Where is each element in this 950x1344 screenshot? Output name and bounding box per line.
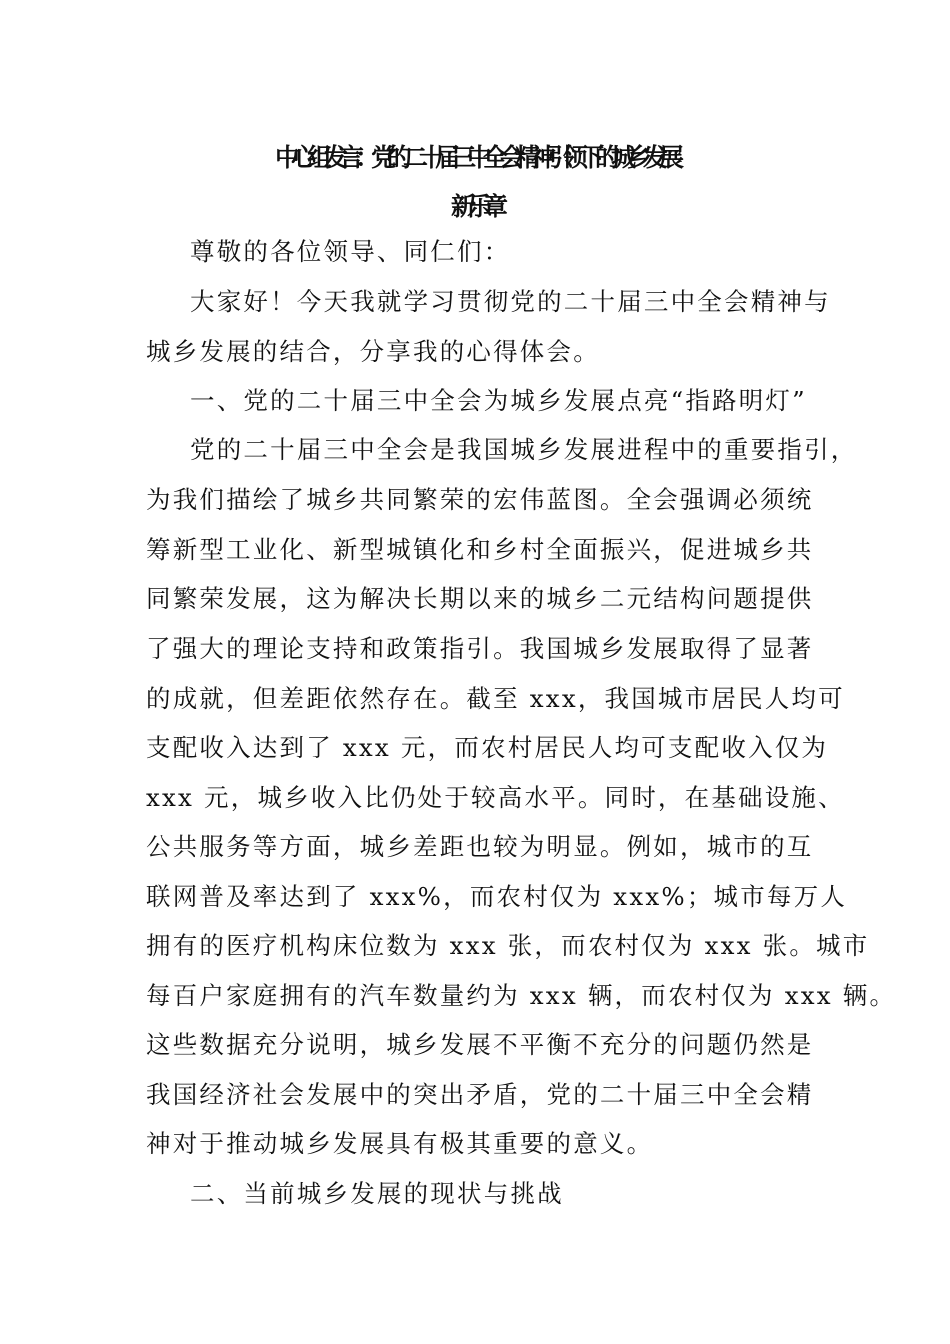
section-heading-1: 一、党的二十届三中全会为城乡发展点亮“指路明灯” (190, 386, 807, 415)
paragraph-line: 党的二十届三中全会是我国城乡发展进程中的重要指引， (190, 435, 858, 464)
paragraph-line: 神对于推动城乡发展具有极其重要的意义。 (146, 1129, 654, 1158)
paragraph-line: 我国经济社会发展中的突出矛盾，党的二十届三中全会精 (146, 1080, 814, 1109)
document-title-line-1: 中心组发言：党的二十届三中全会精神引领下的城乡发展 (274, 143, 675, 172)
paragraph-line: 城乡发展的结合，分享我的心得体会。 (146, 337, 600, 366)
paragraph-line: 每百户家庭拥有的汽车数量约为 xxx 辆，而农村仅为 xxx 辆。 (146, 981, 897, 1010)
salutation: 尊敬的各位领导、同仁们： (190, 237, 511, 266)
paragraph-line: 这些数据充分说明，城乡发展不平衡不充分的问题仍然是 (146, 1030, 814, 1059)
paragraph-line: 拥有的医疗机构床位数为 xxx 张，而农村仅为 xxx 张。城市 (146, 931, 870, 960)
paragraph-line: 的成就，但差距依然存在。截至 xxx，我国城市居民人均可 (146, 684, 845, 713)
paragraph-line: xxx 元，城乡收入比仍处于较高水平。同时，在基础设施、 (146, 783, 845, 812)
paragraph-line: 大家好！今天我就学习贯彻党的二十届三中全会精神与 (190, 287, 831, 316)
paragraph-line: 联网普及率达到了 xxx%，而农村仅为 xxx%；城市每万人 (146, 882, 848, 911)
paragraph-line: 了强大的理论支持和政策指引。我国城乡发展取得了显著 (146, 634, 814, 663)
section-heading-2: 二、当前城乡发展的现状与挑战 (190, 1179, 564, 1208)
paragraph-line: 同繁荣发展，这为解决长期以来的城乡二元结构问题提供 (146, 584, 814, 613)
paragraph-line: 筹新型工业化、新型城镇化和乡村全面振兴，促进城乡共 (146, 535, 814, 564)
paragraph-line: 支配收入达到了 xxx 元，而农村居民人均可支配收入仅为 (146, 733, 829, 762)
document-title-line-2: 新乐章 (450, 192, 499, 221)
paragraph-line: 为我们描绘了城乡共同繁荣的宏伟蓝图。全会强调必须统 (146, 485, 814, 514)
paragraph-line: 公共服务等方面，城乡差距也较为明显。例如，城市的互 (146, 832, 814, 861)
